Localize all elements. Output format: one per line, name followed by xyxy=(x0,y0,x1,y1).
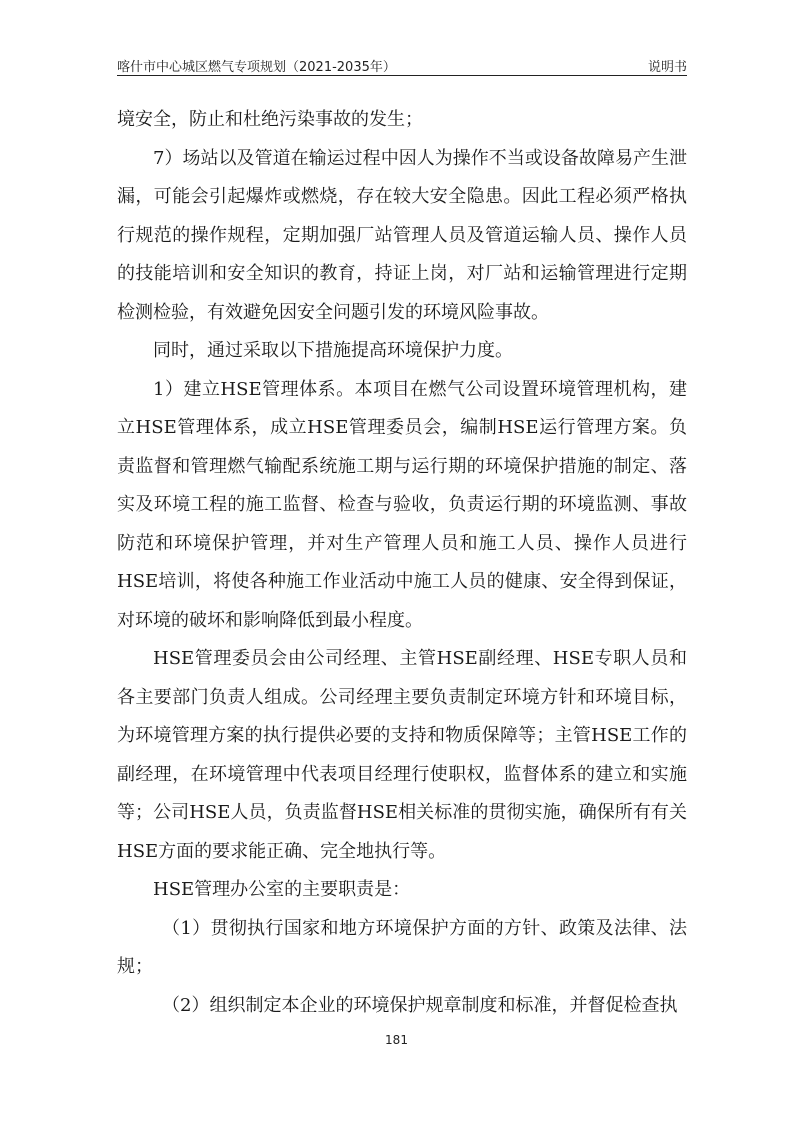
paragraph-item-1-hse-system: 1）建立HSE管理体系。本项目在燃气公司设置环境管理机构，建立HSE管理体系，成立HSE管理委员会，编制HSE运行管理方案。负责监督和管理燃气输配系统施工期与运行期的环境保护措施的制定、落实及环境工程的施工监督、检查与验收，负责运行期的环境监测、事故防范和环境保护管理，并对生产管理人员和施工人员、操作人员进行HSE培训，将使各种施工作业活动中施工人员的健康、安全得到保证，对环境的破坏和影响降低到最小程度。 xyxy=(117,378,687,631)
page-header xyxy=(117,52,687,74)
paragraph-hse-office-duties: HSE管理办公室的主要职责是： xyxy=(153,879,411,900)
page-number: 181 xyxy=(385,1033,408,1047)
section-label: 说明书 xyxy=(647,60,687,75)
list-item-duty-1: （1）贯彻执行国家和地方环境保护方面的方针、政策及法律、法规； xyxy=(117,917,687,977)
paragraph-measures-intro: 同时，通过采取以下措施提高环境保护力度。 xyxy=(153,340,513,361)
list-item-duty-2: （2）组织制定本企业的环境保护规章制度和标准，并督促检查执 xyxy=(162,994,678,1016)
header-divider xyxy=(117,75,687,76)
paragraph-continuation: 境安全，防止和杜绝污染事故的发生； xyxy=(117,109,423,130)
body-text xyxy=(117,101,687,1025)
paragraph-item-7: 7）场站以及管道在输运过程中因人为操作不当或设备故障易产生泄漏，可能会引起爆炸或燃烧，存在较大安全隐患。因此工程必须严格执行规范的操作规程，定期加强厂站管理人员及管道运输人员、操作人员的技能培训和安全知识的教育，持证上岗，对厂站和运输管理进行定期检测检验，有效避免因安全问题引发的环境风险事故。 xyxy=(117,147,687,323)
document-title: 喀什市中心城区燃气专项规划（2021-2035年） xyxy=(117,60,396,75)
paragraph-hse-committee: HSE管理委员会由公司经理、主管HSE副经理、HSE专职人员和各主要部门负责人组成。公司经理主要负责制定环境方针和环境目标，为环境管理方案的执行提供必要的支持和物质保障等；主管HSE工作的副经理，在环境管理中代表项目经理行使职权，监督体系的建立和实施等；公司HSE人员，负责监督HSE相关标准的贯彻实施，确保所有有关HSE方面的要求能正确、完全地执行等。 xyxy=(117,648,687,862)
